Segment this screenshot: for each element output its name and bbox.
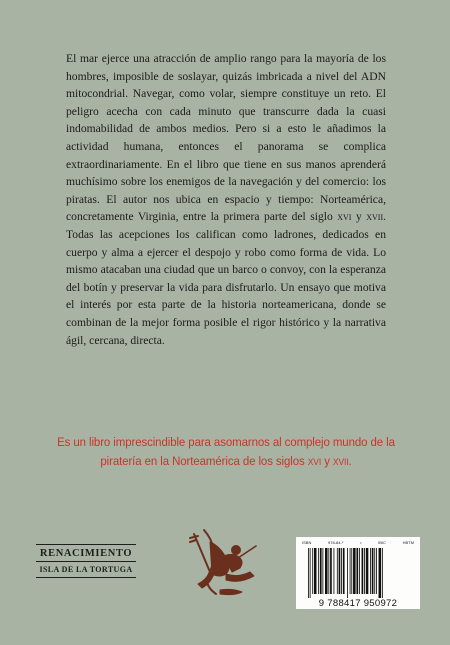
barcode-bar [314, 548, 317, 594]
barcode-bar [374, 548, 375, 594]
ibic-label: IBIC [378, 540, 386, 545]
tagline-numeral-16: xvi [307, 453, 322, 468]
barcode-bar [350, 548, 351, 594]
promo-tagline [57, 433, 395, 470]
collection-name: ISLA DE LA TORTUGA [39, 565, 133, 574]
synopsis-text-part1: El mar ejerce una atracción de amplio rango para la mayoría de los hombres, imposible de soslayar, quizás imbricada a nivel del ADN mitocondrial. Navegar, como volar, siempre constituye un reto. El peligro acecha con cada minuto que transcurre dada la cuasi indomabilidad de ambos medios. Pero si a esto le añadimos la actividad humana, entonces el panorama se complica extraordinariamente. En el libro que tiene en sus manos aprenderá muchísimo sobre los enemigos de la navegación y del comercio: los piratas. El autor nos ubica en espacio y tiempo: Norteamérica, concretamente Virginia, entre la primera parte del siglo [66, 52, 386, 224]
barcode-bar [310, 548, 311, 598]
archer-logo-icon [180, 528, 258, 598]
barcode-bar [372, 548, 374, 594]
barcode-bar [343, 548, 345, 594]
barcode-bar [347, 548, 348, 598]
barcode-bar [318, 548, 319, 594]
barcode-bar [337, 548, 338, 594]
barcode-bar [379, 548, 382, 598]
ibic-code: HBTM [402, 540, 414, 545]
barcode-bar [334, 548, 335, 594]
barcode-bar [322, 548, 323, 594]
century-numeral-16: xvi [337, 210, 352, 224]
barcode-bar [366, 548, 369, 594]
barcode-bar [353, 548, 356, 594]
tagline-numeral-17: xvii [332, 453, 349, 468]
tagline-part2: y [321, 453, 333, 468]
barcode-digits: 9 788417 950972 [318, 598, 398, 609]
barcode-bar [364, 548, 365, 594]
barcode-bars [308, 548, 408, 598]
barcode-bar [312, 548, 313, 594]
barcode-bar [339, 548, 341, 594]
barcode-bar [362, 548, 364, 594]
barcode-bar [320, 548, 322, 594]
barcode-bar [376, 548, 377, 594]
synopsis-text-part2: y [351, 210, 367, 224]
isbn-label: ISBN [302, 540, 312, 545]
tagline-part3: . [348, 453, 352, 468]
isbn-barcode [296, 537, 420, 609]
publisher-name: RENACIMIENTO [39, 548, 133, 559]
century-numeral-17: xvii [366, 210, 384, 224]
barcode-bar [308, 548, 309, 598]
synopsis-paragraph [66, 50, 386, 349]
barcode-bar [370, 548, 371, 594]
barcode-bar [359, 548, 360, 594]
publisher-imprint [36, 544, 136, 578]
tagline-part1: Es un libro imprescindible para asomarnos al complejo mundo de la piratería en la Norteamérica de los siglos [57, 435, 395, 468]
barcode-bar [330, 548, 332, 594]
barcode-bar [356, 548, 358, 594]
barcode-header [302, 540, 414, 545]
synopsis-text-part3: . Todas las acepciones los califican como ladrones, dedicados en cuerpo y alma a ejercer el despojo y robo como forma de vida. Lo mismo atacaban una ciudad que un barco o convoy, con la esperanza del botín y preservar la vida para disfrutarlo. Un ensayo que motiva el interés por esta parte de la historia norteamericana, donde se combinan de la mejor forma posible el rigor histórico y la narrativa ágil, cercana, directa. [66, 210, 387, 347]
barcode-bar [351, 548, 352, 594]
barcode-bar [341, 548, 342, 594]
barcode-bar [325, 548, 328, 594]
barcode-bullet: • [360, 540, 362, 545]
imprint-rule-bottom [36, 577, 136, 578]
barcode-bar [382, 548, 383, 598]
barcode-bar [328, 548, 329, 594]
isbn-partial: 978-84-* [328, 540, 344, 545]
back-cover-synopsis [66, 50, 386, 349]
